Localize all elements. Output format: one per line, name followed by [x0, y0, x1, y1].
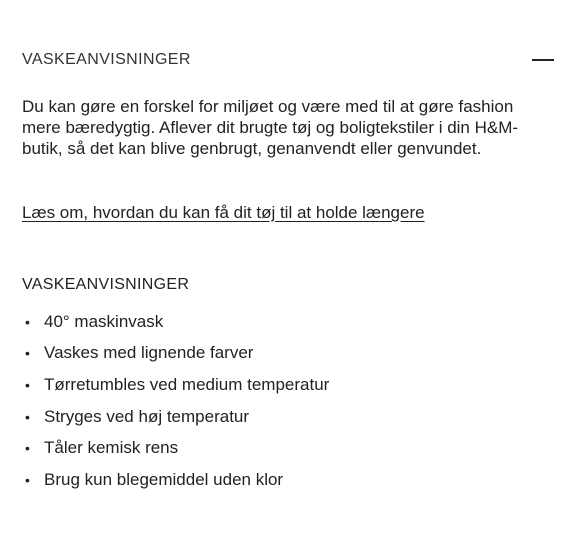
list-item: [22, 338, 329, 370]
care-guide-link[interactable]: Læs om, hvordan du kan få dit tøj til at holde længere: [22, 203, 425, 222]
bullet-icon: •: [25, 408, 30, 425]
bullet-icon: •: [25, 471, 30, 488]
care-description: Du kan gøre en forskel for miljøet og være med til at gøre fashion mere bæredygtig. Aflever dit brugte tøj og boligtekstiler i din H&M-butik, så det kan blive genbrugt, genanvendt eller genvundet.: [22, 97, 519, 158]
care-item-label: Tåler kemisk rens: [44, 438, 179, 458]
care-item-label: Stryges ved høj temperatur: [44, 406, 250, 426]
accordion-title: VASKEANVISNINGER: [22, 51, 191, 68]
minus-icon-bar: [532, 59, 554, 61]
list-item: [22, 464, 329, 496]
care-item-label: Brug kun blegemiddel uden klor: [44, 469, 284, 489]
care-instructions-heading: VASKEANVISNINGER: [22, 276, 190, 293]
care-instructions-list: [22, 306, 329, 496]
bullet-icon: •: [25, 345, 30, 362]
minus-icon[interactable]: [532, 49, 554, 71]
list-item: [22, 432, 329, 464]
care-item-label: 40° maskinvask: [44, 311, 164, 331]
bullet-icon: •: [25, 313, 30, 330]
list-item: [22, 306, 329, 338]
accordion-header[interactable]: [22, 44, 554, 76]
list-item: [22, 401, 329, 433]
care-item-label: Vaskes med lignende farver: [44, 343, 254, 363]
care-item-label: Tørretumbles ved medium temperatur: [44, 374, 330, 394]
bullet-icon: •: [25, 376, 30, 393]
list-item: [22, 369, 329, 401]
bullet-icon: •: [25, 440, 30, 457]
